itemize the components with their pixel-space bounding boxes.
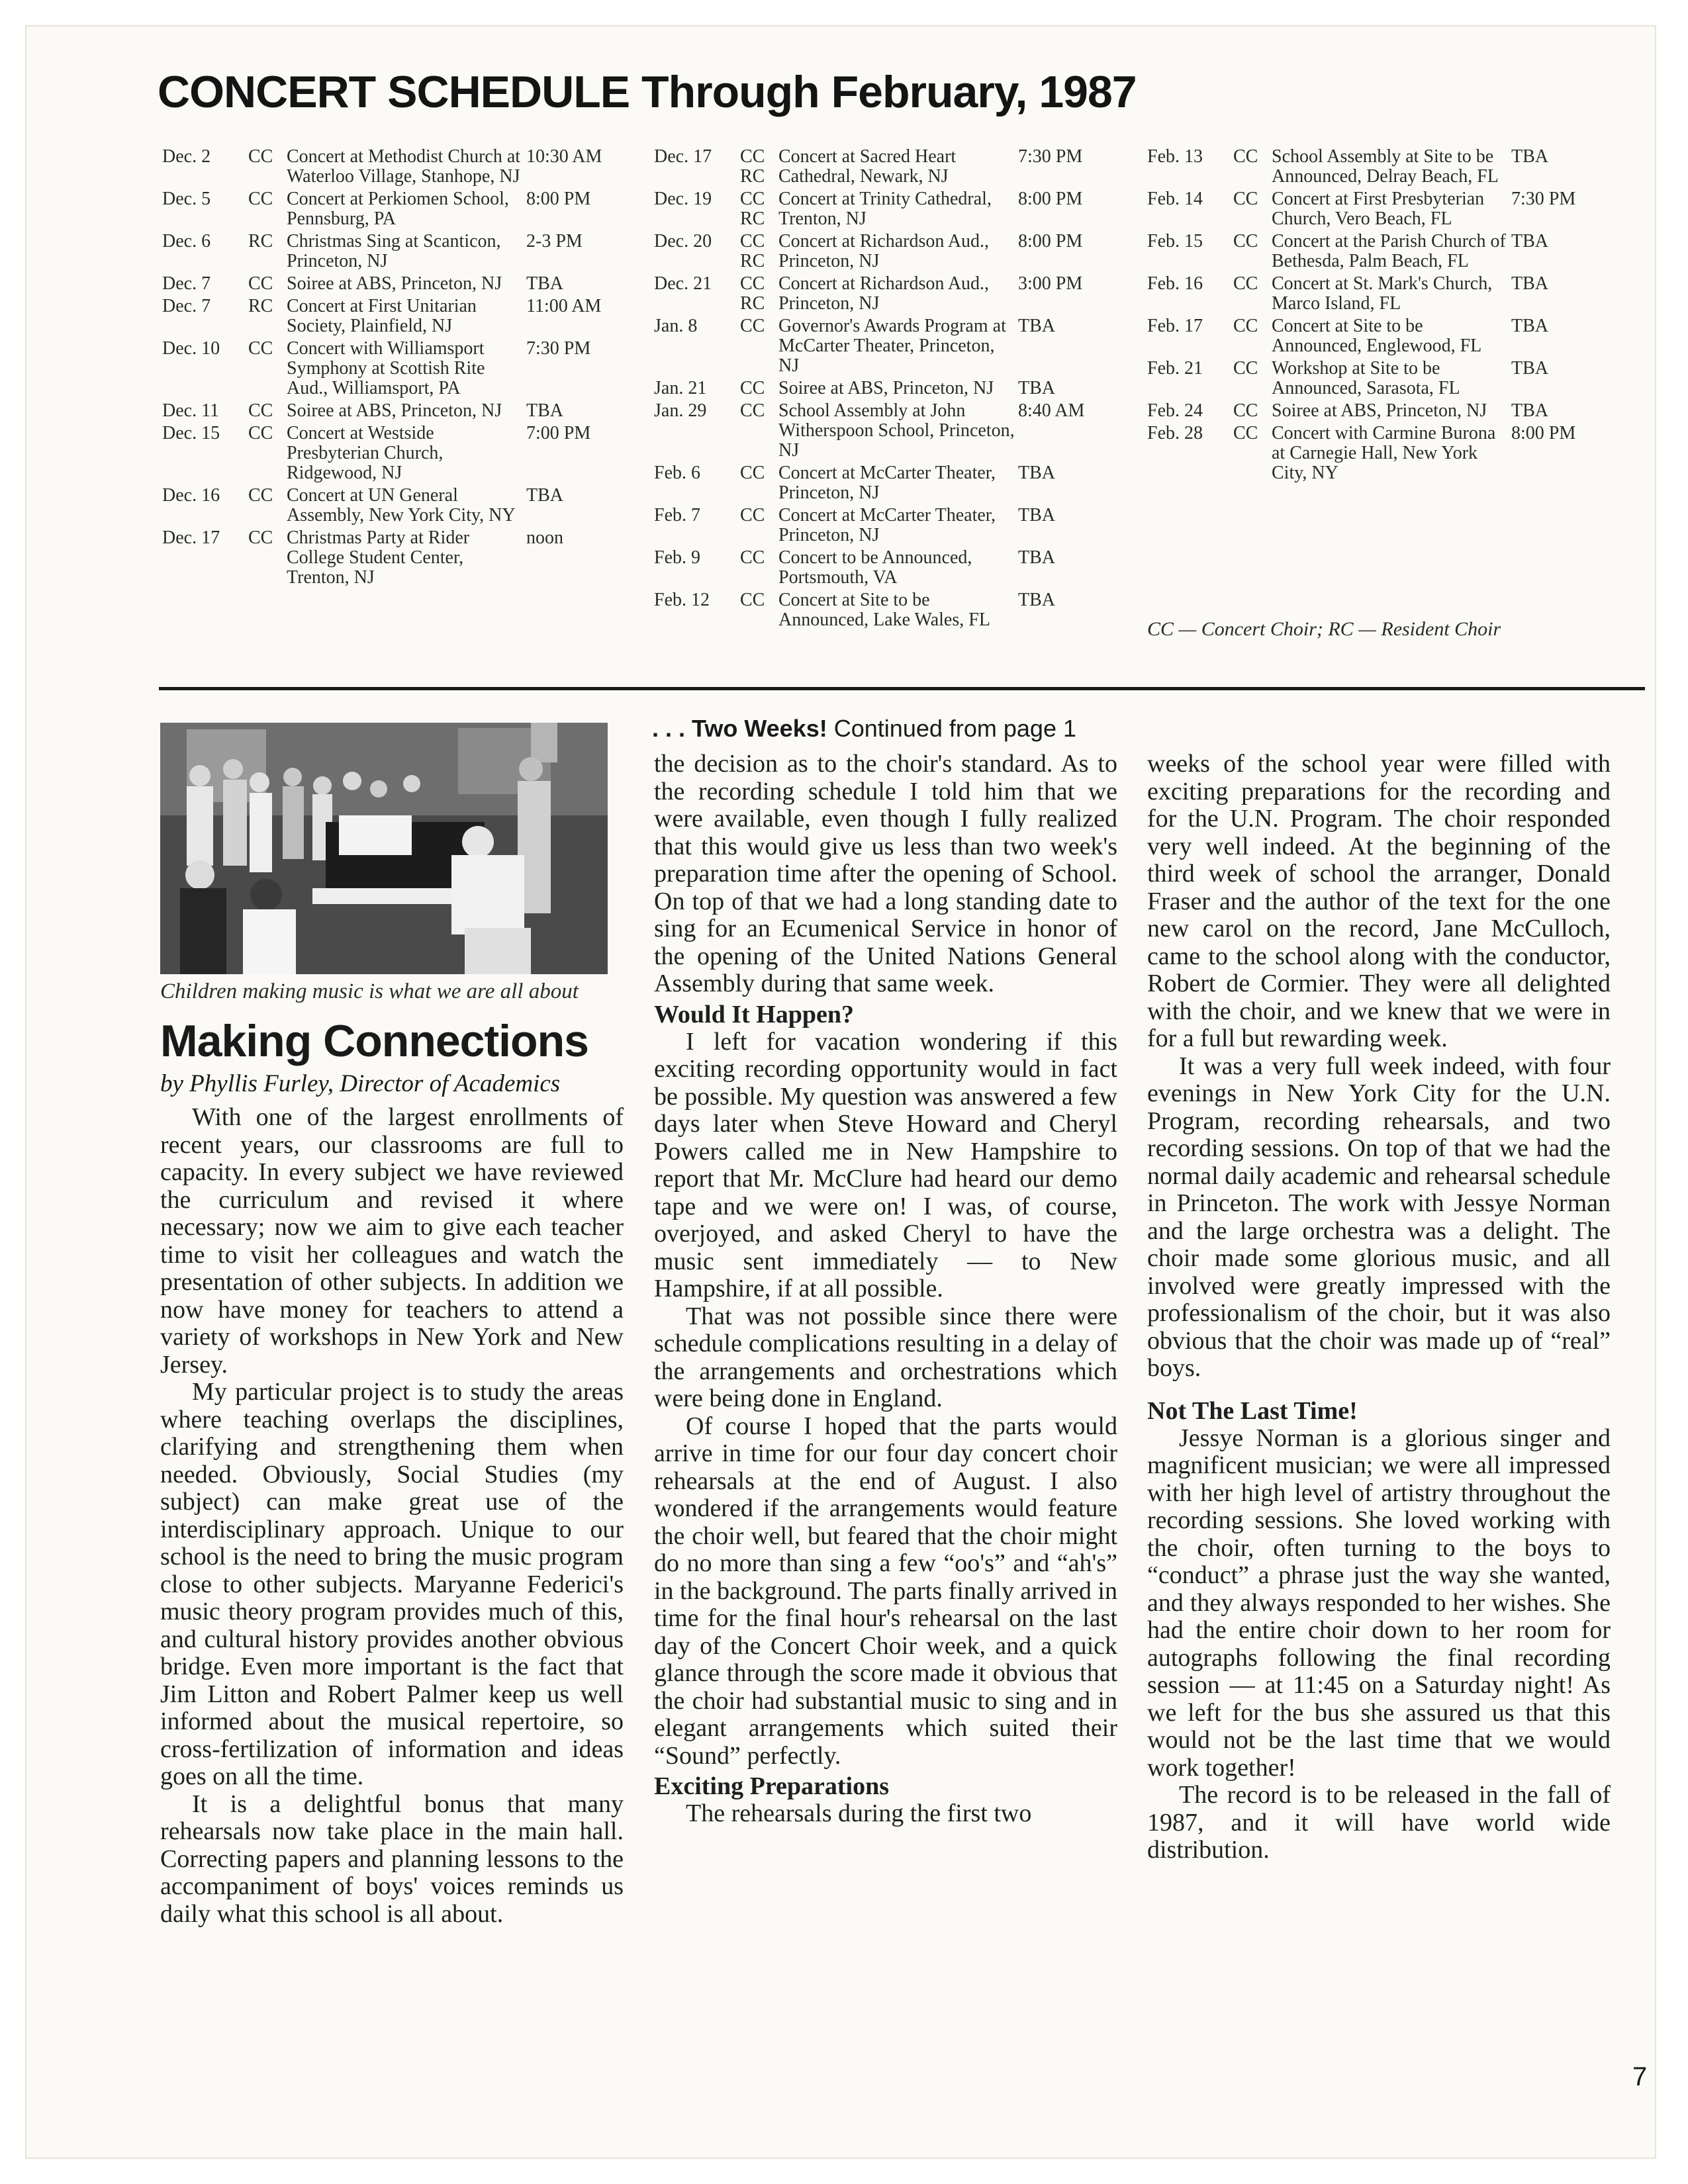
story-paragraph: It was a very full week indeed, with four evenings in New York City for the U.N. Program, recording rehearsals, and two recording sessions. On top of that we had the normal daily academic and rehearsal schedule in Princeton. The work with Jessye Norman and the large orchestra was a delight. The choir made some glorious music, and all involved were greatly impressed with the professionalism of the choir, but it was also obvious that the choir was made up of “real” boys. [1147,1052,1611,1382]
schedule-choir-code: CC [740,378,765,398]
schedule-date: Feb. 24 [1147,400,1203,421]
story-paragraph: weeks of the school year were filled with exciting preparations for the recording and for the U.N. Program. The choir responded very well indeed. At the beginning of the third week of school the arranger, Donald Fraser and the author of the text for the one new carol on the record, Jane McCulloch, came to the school along with the conductor, Robert de Cormier. They were all delighted with the choir, and we knew that we were in for a full but rewarding week. [1147,750,1611,1052]
schedule-event: Concert at Sacred Heart Cathedral, Newark, NJ [778,146,957,187]
schedule-choir-code: CC [1233,273,1258,294]
schedule-event: Concert at First Presbyterian Church, Vero Beach, FL [1272,189,1485,229]
schedule-time: 2-3 PM [526,231,583,251]
schedule-date: Feb. 13 [1147,146,1203,167]
schedule-time: TBA [1511,231,1548,251]
schedule-event: Soiree at ABS, Princeton, NJ [287,400,502,421]
schedule-event: Governor's Awards Program at McCarter Theater, Princeton, NJ [778,316,1006,376]
schedule-choir-code: CC RC [740,146,765,187]
schedule-row [1147,316,1637,356]
schedule-choir-code: CC [248,273,273,294]
story-subheading: Not The Last Time! [1147,1396,1358,1425]
schedule-date: Feb. 16 [1147,273,1203,294]
schedule-choir-code: CC [248,338,273,359]
schedule-choir-code: CC [248,189,273,209]
story-paragraph: the decision as to the choir's standard. As to the recording schedule I told him that we were available, even though I fully realized that this would give us less than two week's preparation time after the opening of School. On top of that we had a long standing date to sing for an Ecumenical Service in honor of the opening of the United Nations General Assembly during that same week. [654,750,1117,997]
schedule-choir-code: CC [1233,400,1258,421]
schedule-event: Concert at Trinity Cathedral, Trenton, NJ [778,189,992,229]
schedule-date: Dec. 5 [162,189,211,209]
continued-header [652,715,1076,743]
schedule-choir-code: CC [1233,146,1258,167]
schedule-date: Feb. 12 [654,590,710,610]
schedule-choir-code: RC [248,231,273,251]
schedule-choir-code: CC [1233,358,1258,379]
schedule-choir-code: CC [1233,231,1258,251]
schedule-event: Christmas Party at Rider College Student Center, Trenton, NJ [287,527,470,588]
schedule-event: School Assembly at Site to be Announced, Delray Beach, FL [1272,146,1499,187]
schedule-row [1147,147,1637,187]
story-paragraph: I left for vacation wondering if this exciting recording opportunity would in fact be possible. My question was answered a few days later when Steve Howard and Cheryl Powers called me in New Hampshire to report that Mr. McClure had heard our demo tape and we were on! I was, of course, overjoyed, and asked Cheryl to have the music sent immediately — to New Hampshire, if at all possible. [654,1027,1117,1302]
schedule-time: TBA [526,400,563,421]
schedule-event: Concert with Carmine Burona at Carnegie Hall, New York City, NY [1272,423,1496,483]
story-column-3 [1147,751,1611,1864]
schedule-event: Soiree at ABS, Princeton, NJ [287,273,502,294]
schedule-event: Concert at Methodist Church at Waterloo Village, Stanhope, NJ [287,146,521,187]
schedule-event: Concert at the Parish Church of Bethesda, Palm Beach, FL [1272,231,1506,271]
schedule-row [162,424,652,483]
schedule-time: TBA [1018,463,1055,483]
schedule-date: Dec. 15 [162,423,220,443]
schedule-choir-code: CC [740,505,765,525]
schedule-event: Concert at McCarter Theater, Princeton, NJ [778,463,996,503]
schedule-choir-code: CC [1233,189,1258,209]
schedule-row [654,463,1144,503]
schedule-row [654,590,1144,630]
schedule-choir-code: CC [740,590,765,610]
schedule-row [162,147,652,187]
schedule-column-1 [162,147,652,590]
continued-lead: . . . Two Weeks! [652,715,827,742]
schedule-date: Feb. 17 [1147,316,1203,336]
schedule-time: TBA [1511,273,1548,294]
article-paragraph: With one of the largest enrollments of recent years, our classrooms are full to capacity. In every subject we have reviewed the curriculum and revised it where necessary; now we aim to give each teacher time to visit her colleagues and watch the presentation of other subjects. In addition we now have money for teachers to attend a variety of workshops in New York and New Jersey. [160,1103,624,1379]
schedule-row [654,316,1144,376]
schedule-date: Feb. 28 [1147,423,1203,443]
schedule-time: TBA [526,273,563,294]
schedule-time: 10:30 AM [526,146,602,167]
schedule-row [1147,232,1637,271]
schedule-choir-code: CC [740,400,765,421]
photo-caption: Children making music is what we are all about [160,979,579,1003]
schedule-time: 8:00 PM [1018,189,1083,209]
schedule-date: Dec. 11 [162,400,220,421]
story-column-2 [654,751,1117,1828]
schedule-event: Concert at Perkiomen School, Pennsburg, PA [287,189,509,229]
schedule-event: Concert to be Announced, Portsmouth, VA [778,547,972,588]
schedule-date: Dec. 16 [162,485,220,506]
schedule-date: Jan. 29 [654,400,707,421]
schedule-event: Concert at Site to be Announced, Englewood, FL [1272,316,1482,356]
schedule-row [162,232,652,271]
schedule-row [654,274,1144,314]
schedule-row [162,401,652,421]
schedule-legend: CC — Concert Choir; RC — Resident Choir [1147,618,1501,640]
schedule-event: Concert with Williamsport Symphony at Scottish Rite Aud., Williamsport, PA [287,338,485,398]
schedule-choir-code: CC RC [740,189,765,229]
schedule-choir-code: CC [248,423,273,443]
section-divider [159,687,1645,690]
article-paragraph: It is a delightful bonus that many rehearsals now take place in the main hall. Correcting papers and planning lessons to the accompaniment of boys' voices reminds us daily what this school is all about. [160,1790,624,1928]
schedule-time: 11:00 AM [526,296,602,316]
schedule-date: Dec. 17 [162,527,220,548]
story-subheading: Would It Happen? [654,1000,854,1028]
schedule-time: 8:00 PM [1511,423,1576,443]
schedule-row [162,274,652,294]
schedule-row [162,486,652,525]
schedule-column-2 [654,147,1144,633]
schedule-column-3 [1147,147,1637,486]
schedule-date: Feb. 7 [654,505,700,525]
schedule-row [1147,359,1637,398]
schedule-time: 7:30 PM [526,338,591,359]
choir-photo [160,723,608,974]
schedule-date: Feb. 21 [1147,358,1203,379]
article-column [160,1104,624,1928]
article-byline: by Phyllis Furley, Director of Academics [160,1070,561,1097]
story-subheading: Exciting Preparations [654,1772,890,1800]
schedule-time: 8:40 AM [1018,400,1085,421]
schedule-date: Dec. 20 [654,231,712,251]
schedule-time: TBA [1018,547,1055,568]
schedule-choir-code: CC [740,463,765,483]
schedule-event: School Assembly at John Witherspoon School, Princeton, NJ [778,400,1015,461]
schedule-date: Dec. 2 [162,146,211,167]
schedule-choir-code: CC [1233,423,1258,443]
schedule-row [162,528,652,588]
schedule-time: 8:00 PM [526,189,591,209]
schedule-choir-code: CC [1233,316,1258,336]
schedule-row [1147,401,1637,421]
schedule-choir-code: CC [248,485,273,506]
schedule-date: Feb. 15 [1147,231,1203,251]
schedule-row [654,189,1144,229]
schedule-time: 7:00 PM [526,423,591,443]
article-title: Making Connections [160,1016,588,1066]
schedule-date: Dec. 7 [162,296,211,316]
schedule-time: 7:30 PM [1018,146,1083,167]
schedule-date: Jan. 21 [654,378,707,398]
schedule-time: TBA [1018,590,1055,610]
schedule-event: Concert at Richardson Aud., Princeton, NJ [778,273,990,314]
schedule-choir-code: CC [248,400,273,421]
schedule-event: Concert at First Unitarian Society, Plainfield, NJ [287,296,477,336]
schedule-event: Concert at St. Mark's Church, Marco Island, FL [1272,273,1493,314]
schedule-date: Dec. 19 [654,189,712,209]
story-paragraph: The rehearsals during the first two [686,1799,1032,1827]
schedule-row [654,147,1144,187]
story-paragraph: Jessye Norman is a glorious singer and magnificent musician; we were all impressed with her high level of artistry throughout the recording sessions. She loved working with the choir, often turning to the boys to “conduct” a phrase just the way she wanted, and they always responded to her wishes. She had the entire choir down to her room for autographs following the final recording session — at 11:45 on a Saturday night! As we left for the bus she assured us that this would not be the last time that we would work together! [1147,1424,1611,1782]
schedule-choir-code: CC [740,547,765,568]
schedule-row [162,339,652,398]
schedule-event: Workshop at Site to be Announced, Sarasota, FL [1272,358,1460,398]
story-paragraph: The record is to be released in the fall of 1987, and it will have world wide distribution. [1147,1781,1611,1864]
schedule-date: Feb. 9 [654,547,700,568]
schedule-choir-code: CC RC [740,231,765,271]
schedule-row [1147,274,1637,314]
schedule-choir-code: RC [248,296,273,316]
schedule-event: Concert at UN General Assembly, New York City, NY [287,485,516,525]
schedule-time: 7:30 PM [1511,189,1576,209]
schedule-time: TBA [1511,146,1548,167]
schedule-time: TBA [1018,505,1055,525]
schedule-time: TBA [526,485,563,506]
schedule-event: Concert at Richardson Aud., Princeton, NJ [778,231,990,271]
schedule-row [1147,424,1637,483]
schedule-date: Feb. 14 [1147,189,1203,209]
schedule-event: Soiree at ABS, Princeton, NJ [1272,400,1487,421]
schedule-event: Concert at Site to be Announced, Lake Wales, FL [778,590,990,630]
schedule-row [162,296,652,336]
schedule-time: 8:00 PM [1018,231,1083,251]
schedule-event: Christmas Sing at Scanticon, Princeton, NJ [287,231,501,271]
schedule-time: noon [526,527,563,548]
schedule-title: CONCERT SCHEDULE Through February, 1987 [158,67,1137,117]
schedule-choir-code: CC [740,316,765,336]
schedule-row [162,189,652,229]
schedule-choir-code: CC RC [740,273,765,314]
continued-from: Continued from page 1 [833,715,1076,742]
schedule-date: Jan. 8 [654,316,698,336]
schedule-event: Soiree at ABS, Princeton, NJ [778,378,994,398]
schedule-date: Dec. 6 [162,231,211,251]
schedule-time: TBA [1018,378,1055,398]
schedule-event: Concert at McCarter Theater, Princeton, NJ [778,505,996,545]
story-paragraph: That was not possible since there were schedule complications resulting in a delay of the arrangements and orchestrations which were being done in England. [654,1302,1117,1412]
schedule-date: Dec. 17 [654,146,712,167]
schedule-row [654,379,1144,398]
page-number: 7 [1632,2062,1648,2091]
story-paragraph: Of course I hoped that the parts would arrive in time for our four day concert choir rehearsals at the end of August. I also wondered if the arrangements would feature the choir well, but feared that the choir might do no more than sing a few “oo's” and “ah's” in the background. The parts finally arrived in time for the final hour's rehearsal on the last day of the Concert Choir week, and a quick glance through the score made it obvious that the choir had substantial music to sing and in elegant arrangements which suited their “Sound” perfectly. [654,1412,1117,1770]
schedule-row [1147,189,1637,229]
schedule-time: TBA [1018,316,1055,336]
schedule-choir-code: CC [248,146,273,167]
schedule-date: Dec. 7 [162,273,211,294]
schedule-time: TBA [1511,400,1548,421]
schedule-event: Concert at Westside Presbyterian Church, Ridgewood, NJ [287,423,444,483]
schedule-row [654,506,1144,545]
schedule-date: Dec. 10 [162,338,220,359]
schedule-row [654,548,1144,588]
schedule-choir-code: CC [248,527,273,548]
schedule-row [654,232,1144,271]
schedule-date: Feb. 6 [654,463,700,483]
schedule-time: TBA [1511,358,1548,379]
schedule-date: Dec. 21 [654,273,712,294]
schedule-time: TBA [1511,316,1548,336]
article-paragraph: My particular project is to study the areas where teaching overlaps the disciplines, clarifying and strengthening them when needed. Obviously, Social Studies (my subject) can make great use of the interdisciplinary approach. Unique to our school is the need to bring the music program close to other subjects. Maryanne Federici's music theory program provides much of this, and cultural history provides another obvious bridge. Even more important is the fact that Jim Litton and Robert Palmer keep us well informed about the musical repertoire, so cross-fertilization of information and ideas goes on all the time. [160,1378,624,1790]
schedule-time: 3:00 PM [1018,273,1083,294]
schedule-row [654,401,1144,461]
